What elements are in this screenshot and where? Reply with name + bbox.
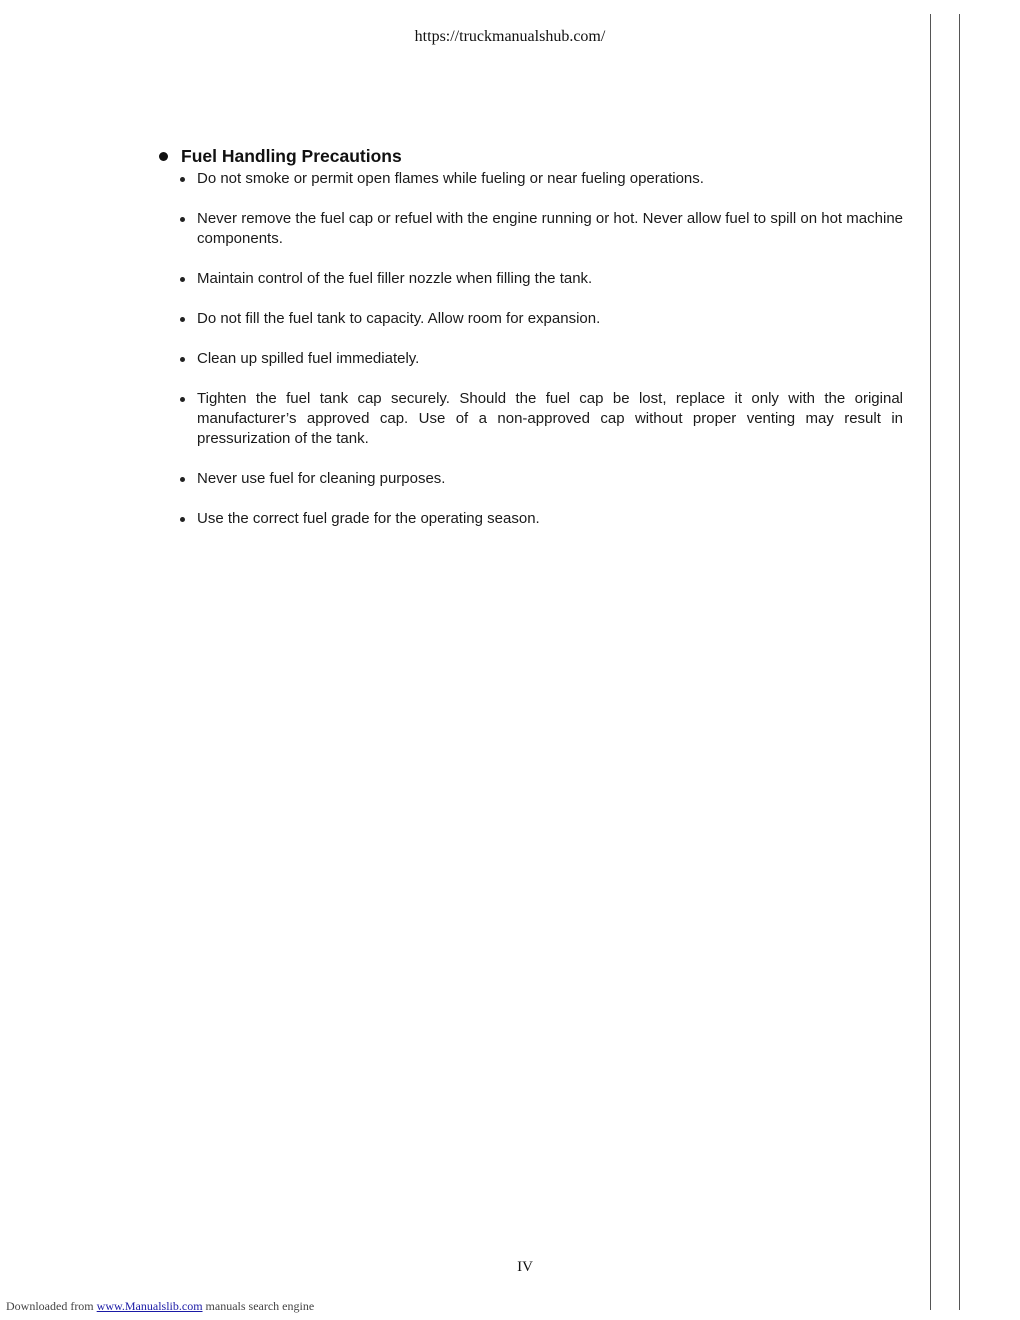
list-item bbox=[180, 469, 903, 489]
list-item bbox=[180, 209, 903, 249]
section-title: Fuel Handling Precautions bbox=[181, 145, 402, 166]
bullet-icon bbox=[180, 357, 185, 362]
bullet-icon bbox=[180, 397, 185, 402]
list-item bbox=[180, 269, 903, 289]
download-footer bbox=[6, 1299, 314, 1314]
page-edge-line bbox=[959, 14, 960, 1310]
bullet-icon bbox=[180, 317, 185, 322]
header-url: https://truckmanualshub.com/ bbox=[414, 28, 606, 45]
fuel-handling-section bbox=[158, 145, 903, 549]
list-item bbox=[180, 349, 903, 369]
list-item bbox=[180, 309, 903, 329]
list-item-text: Maintain control of the fuel filler nozzle when filling the tank. bbox=[197, 270, 593, 287]
list-item bbox=[180, 509, 903, 529]
page-number: IV bbox=[517, 1259, 533, 1275]
binding-edge-line bbox=[930, 14, 931, 1310]
footer-prefix: Downloaded from bbox=[6, 1299, 94, 1313]
list-item bbox=[180, 169, 903, 189]
precautions-list bbox=[158, 169, 903, 529]
bullet-icon bbox=[180, 217, 185, 222]
bullet-icon bbox=[180, 477, 185, 482]
list-item-text: Do not fill the fuel tank to capacity. Allow room for expansion. bbox=[197, 310, 601, 327]
bullet-icon bbox=[180, 277, 185, 282]
footer-suffix: manuals search engine bbox=[205, 1299, 315, 1313]
list-item-text: Use the correct fuel grade for the operating season. bbox=[197, 510, 540, 527]
list-item-text: Tighten the fuel tank cap securely. Should the fuel cap be lost, replace it only with the original manufacturer’s approved cap. Use of a non-approved cap without proper venting may result in pressurization of the tank. bbox=[197, 390, 903, 447]
bullet-icon bbox=[180, 177, 185, 182]
list-item-text: Never remove the fuel cap or refuel with the engine running or hot. Never allow fuel to spill on hot machine components. bbox=[197, 210, 903, 247]
heading-bullet-icon bbox=[159, 152, 168, 161]
list-item-text: Never use fuel for cleaning purposes. bbox=[197, 470, 446, 487]
manualslib-link[interactable]: www.Manualslib.com bbox=[96, 1299, 203, 1313]
list-item-text: Do not smoke or permit open flames while fueling or near fueling operations. bbox=[197, 170, 704, 187]
bullet-icon bbox=[180, 517, 185, 522]
section-heading bbox=[158, 145, 903, 167]
list-item-text: Clean up spilled fuel immediately. bbox=[197, 350, 420, 367]
list-item bbox=[180, 389, 903, 449]
